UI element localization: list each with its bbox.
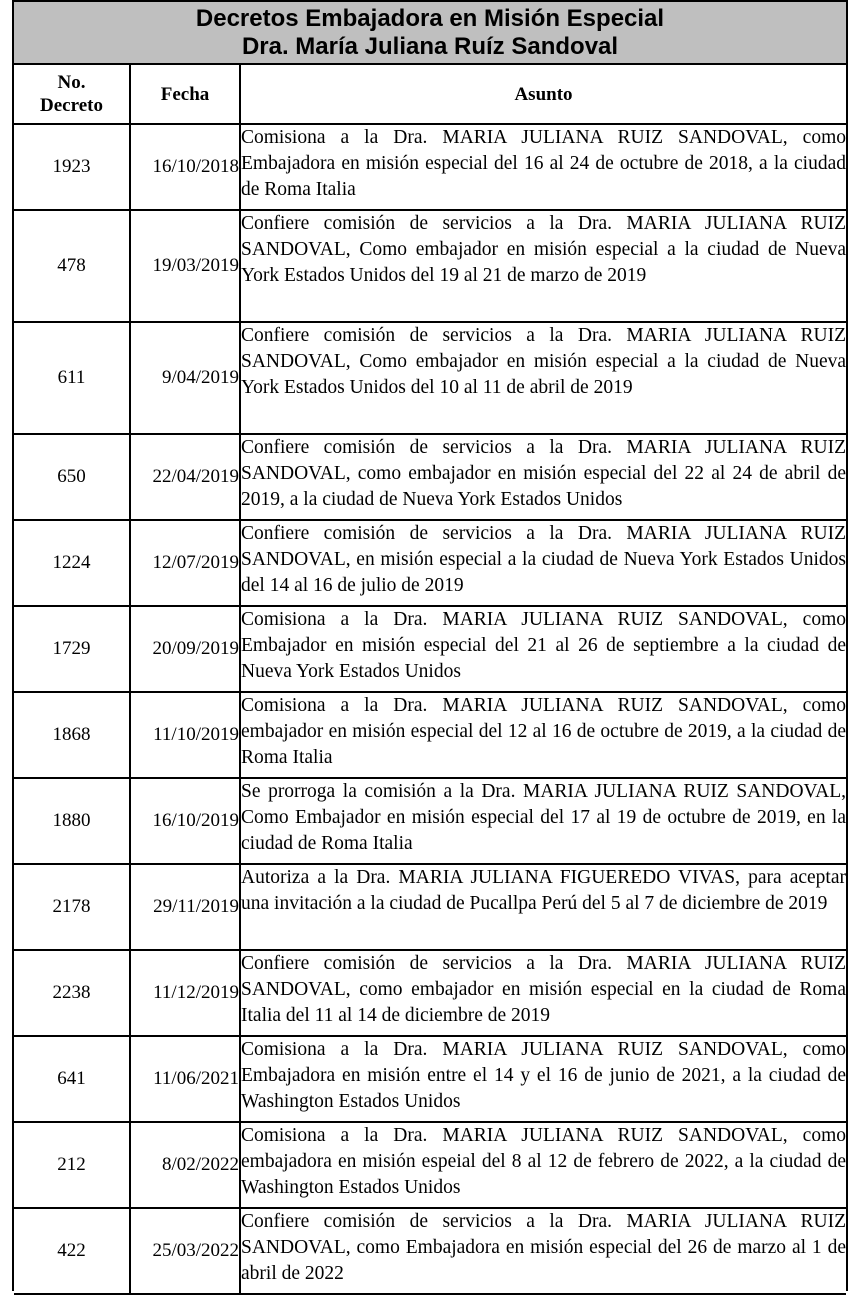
title-line-2: Dra. María Juliana Ruíz Sandoval bbox=[241, 32, 619, 60]
table-header-row bbox=[14, 65, 846, 124]
cell-numero: 650 bbox=[14, 434, 130, 520]
cell-fecha: 8/02/2022 bbox=[130, 1122, 240, 1208]
header-numero-line1: No. bbox=[57, 72, 86, 93]
cell-numero: 1868 bbox=[14, 692, 130, 778]
table-row bbox=[14, 1036, 846, 1122]
table-row bbox=[14, 1208, 846, 1294]
table-row bbox=[14, 124, 846, 210]
cell-numero: 212 bbox=[14, 1122, 130, 1208]
cell-asunto: Se prorroga la comisión a la Dra. MARIA JULIANA RUIZ SANDOVAL, Como Embajador en misión especial del 17 al 19 de octubre de 2019, en la ciudad de Roma Italia bbox=[240, 778, 846, 864]
table-row bbox=[14, 950, 846, 1036]
cell-fecha: 20/09/2019 bbox=[130, 606, 240, 692]
header-fecha: Fecha bbox=[130, 65, 240, 124]
cell-numero: 611 bbox=[14, 322, 130, 434]
header-asunto: Asunto bbox=[240, 65, 846, 124]
cell-fecha: 16/10/2018 bbox=[130, 124, 240, 210]
cell-fecha: 19/03/2019 bbox=[130, 210, 240, 322]
cell-asunto: Confiere comisión de servicios a la Dra. MARIA JULIANA RUIZ SANDOVAL, como Embajadora en misión especial del 26 de marzo al 1 de abril de 2022 bbox=[240, 1208, 846, 1294]
cell-fecha: 11/06/2021 bbox=[130, 1036, 240, 1122]
table-row bbox=[14, 692, 846, 778]
cell-numero: 1880 bbox=[14, 778, 130, 864]
cell-asunto: Autoriza a la Dra. MARIA JULIANA FIGUEREDO VIVAS, para aceptar una invitación a la ciudad de Pucallpa Perú del 5 al 7 de diciembre de 2019 bbox=[240, 864, 846, 950]
document-frame bbox=[12, 0, 848, 1291]
cell-asunto: Confiere comisión de servicios a la Dra. MARIA JULIANA RUIZ SANDOVAL, como embajador en misión especial del 22 al 24 de abril de 2019, a la ciudad de Nueva York Estados Unidos bbox=[240, 434, 846, 520]
cell-fecha: 11/10/2019 bbox=[130, 692, 240, 778]
cell-fecha: 16/10/2019 bbox=[130, 778, 240, 864]
cell-numero: 1923 bbox=[14, 124, 130, 210]
title-line-1: Decretos Embajadora en Misión Especial bbox=[195, 4, 665, 32]
cell-numero: 2238 bbox=[14, 950, 130, 1036]
table-row bbox=[14, 864, 846, 950]
cell-asunto: Confiere comisión de servicios a la Dra. MARIA JULIANA RUIZ SANDOVAL, como embajador en misión especial en la ciudad de Roma Italia del 11 al 14 de diciembre de 2019 bbox=[240, 950, 846, 1036]
cell-fecha: 25/03/2022 bbox=[130, 1208, 240, 1294]
cell-asunto: Comisiona a la Dra. MARIA JULIANA RUIZ SANDOVAL, como Embajadora en misión entre el 14 y el 16 de junio de 2021, a la ciudad de Washington Estados Unidos bbox=[240, 1036, 846, 1122]
cell-numero: 478 bbox=[14, 210, 130, 322]
table-row bbox=[14, 210, 846, 322]
cell-asunto: Confiere comisión de servicios a la Dra. MARIA JULIANA RUIZ SANDOVAL, Como embajador en misión especial a la ciudad de Nueva York Estados Unidos del 10 al 11 de abril de 2019 bbox=[240, 322, 846, 434]
cell-asunto: Confiere comisión de servicios a la Dra. MARIA JULIANA RUIZ SANDOVAL, en misión especial a la ciudad de Nueva York Estados Unidos del 14 al 16 de julio de 2019 bbox=[240, 520, 846, 606]
cell-numero: 1224 bbox=[14, 520, 130, 606]
table-row bbox=[14, 322, 846, 434]
cell-asunto: Comisiona a la Dra. MARIA JULIANA RUIZ SANDOVAL, como Embajadora en misión especial del 16 al 24 de octubre de 2018, a la ciudad de Roma Italia bbox=[240, 124, 846, 210]
cell-asunto: Confiere comisión de servicios a la Dra. MARIA JULIANA RUIZ SANDOVAL, Como embajador en misión especial a la ciudad de Nueva York Estados Unidos del 19 al 21 de marzo de 2019 bbox=[240, 210, 846, 322]
cell-fecha: 29/11/2019 bbox=[130, 864, 240, 950]
table-row bbox=[14, 520, 846, 606]
cell-numero: 2178 bbox=[14, 864, 130, 950]
decrees-table bbox=[14, 65, 846, 1295]
table-row bbox=[14, 606, 846, 692]
table-row bbox=[14, 434, 846, 520]
cell-asunto: Comisiona a la Dra. MARIA JULIANA RUIZ SANDOVAL, como embajador en misión especial del 12 al 16 de octubre de 2019, a la ciudad de Roma Italia bbox=[240, 692, 846, 778]
cell-numero: 1729 bbox=[14, 606, 130, 692]
title-banner bbox=[14, 0, 846, 65]
table-row bbox=[14, 778, 846, 864]
cell-numero: 641 bbox=[14, 1036, 130, 1122]
cell-asunto: Comisiona a la Dra. MARIA JULIANA RUIZ SANDOVAL, como Embajador en misión especial del 21 al 26 de septiembre a la ciudad de Nueva York Estados Unidos bbox=[240, 606, 846, 692]
cell-fecha: 11/12/2019 bbox=[130, 950, 240, 1036]
header-numero bbox=[14, 65, 130, 124]
cell-asunto: Comisiona a la Dra. MARIA JULIANA RUIZ SANDOVAL, como embajadora en misión espeial del 8 al 12 de febrero de 2022, a la ciudad de Washington Estados Unidos bbox=[240, 1122, 846, 1208]
cell-numero: 422 bbox=[14, 1208, 130, 1294]
cell-fecha: 9/04/2019 bbox=[130, 322, 240, 434]
table-row bbox=[14, 1122, 846, 1208]
header-numero-line2: Decreto bbox=[40, 95, 103, 116]
cell-fecha: 22/04/2019 bbox=[130, 434, 240, 520]
cell-fecha: 12/07/2019 bbox=[130, 520, 240, 606]
